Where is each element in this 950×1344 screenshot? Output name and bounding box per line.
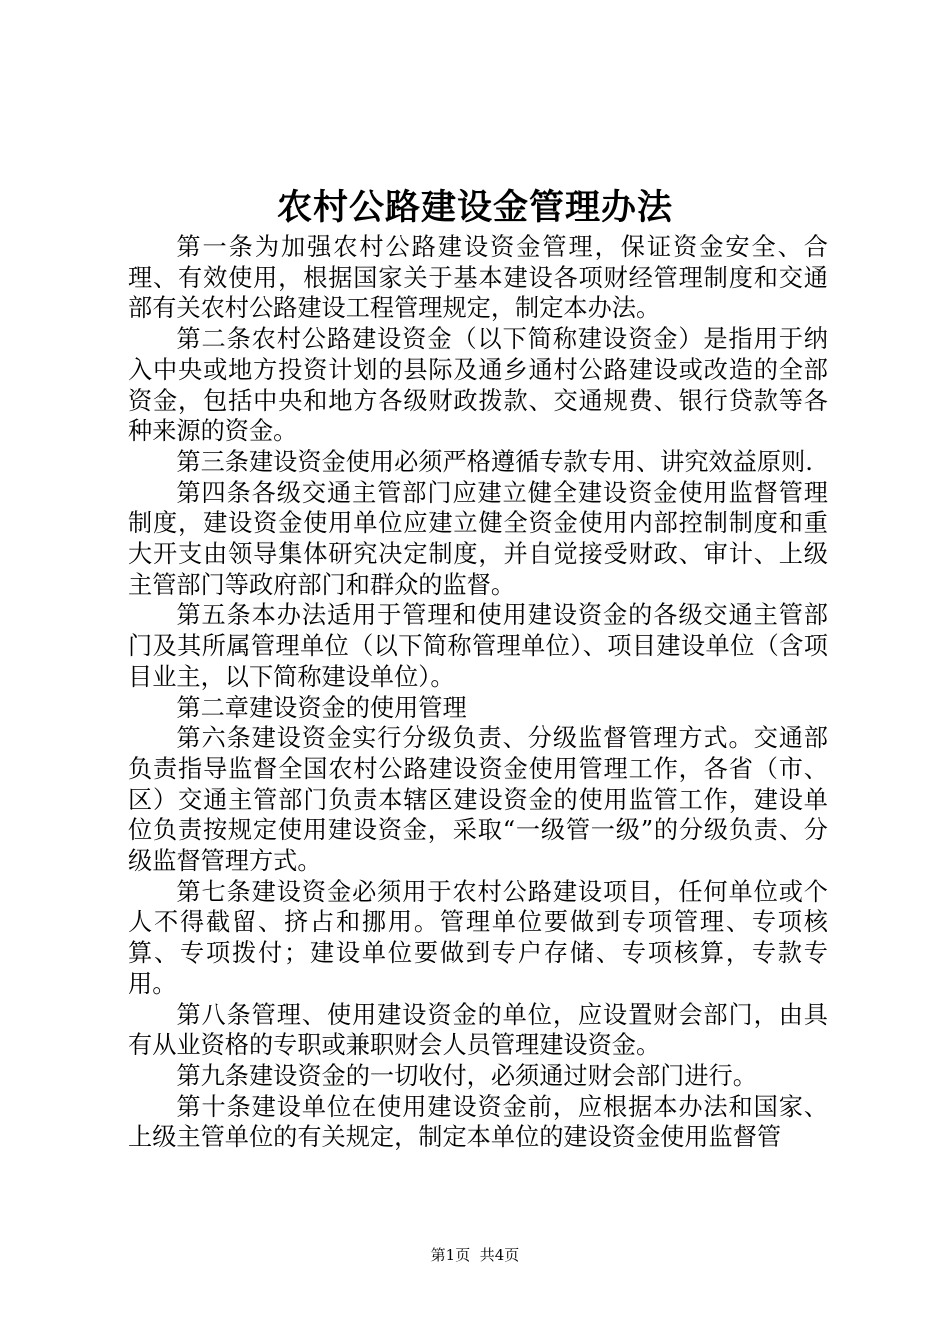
page-number-current: 第1页: [430, 1246, 471, 1264]
paragraph-article-4: 第四条各级交通主管部门应建立健全建设资金使用监督管理制度，建设资金使用单位应建立健全资金使用内部控制制度和重大开支由领导集体研究决定制度，并自觉接受财政、审计、上级主管部门等政府部门和群众的监督。: [128, 478, 828, 599]
paragraph-article-1: 第一条为加强农村公路建设资金管理，保证资金安全、合理、有效使用，根据国家关于基本建设各项财经管理制度和交通部有关农村公路建设工程管理规定，制定本办法。: [128, 233, 828, 323]
paragraph-article-3: 第三条建设资金使用必须严格遵循专款专用、讲究效益原则.: [176, 447, 813, 476]
paragraph-article-8: 第八条管理、使用建设资金的单位，应设置财会部门，由具有从业资格的专职或兼职财会人员管理建设资金。: [128, 1000, 828, 1060]
paragraph-article-5: 第五条本办法适用于管理和使用建设资金的各级交通主管部门及其所属管理单位（以下简称管理单位）、项目建设单位（含项目业主，以下简称建设单位）。: [128, 601, 828, 691]
chapter-heading-2: 第二章建设资金的使用管理: [176, 693, 467, 722]
footer-separator: [470, 1246, 480, 1264]
document-body: [128, 232, 828, 1153]
paragraph-article-9: 第九条建设资金的一切收付，必须通过财会部门进行。: [176, 1061, 757, 1090]
paragraph-article-6: 第六条建设资金实行分级负责、分级监督管理方式。交通部负责指导监督全国农村公路建设资金使用管理工作，各省（市、区）交通主管部门负责本辖区建设资金的使用监管工作，建设单位负责按规定使用建设资金，采取“一级管一级”的分级负责、分级监督管理方式。: [128, 724, 828, 876]
paragraph-article-2: 第二条农村公路建设资金（以下简称建设资金）是指用于纳入中央或地方投资计划的县际及通乡通村公路建设或改造的全部资金，包括中央和地方各级财政拨款、交通规费、银行贷款等各种来源的资金。: [128, 325, 828, 446]
page-footer: [0, 1245, 950, 1265]
paragraph-article-7: 第七条建设资金必须用于农村公路建设项目，任何单位或个人不得截留、挤占和挪用。管理单位要做到专项管理、专项核算、专项拨付；建设单位要做到专户存储、专项核算，专款专用。: [128, 877, 828, 998]
page-number-total: 共4页: [479, 1246, 520, 1264]
paragraph-article-10: 第十条建设单位在使用建设资金前，应根据本办法和国家、上级主管单位的有关规定，制定本单位的建设资金使用监督管: [128, 1092, 828, 1152]
document-title: 农村公路建设金管理办法: [276, 187, 673, 228]
